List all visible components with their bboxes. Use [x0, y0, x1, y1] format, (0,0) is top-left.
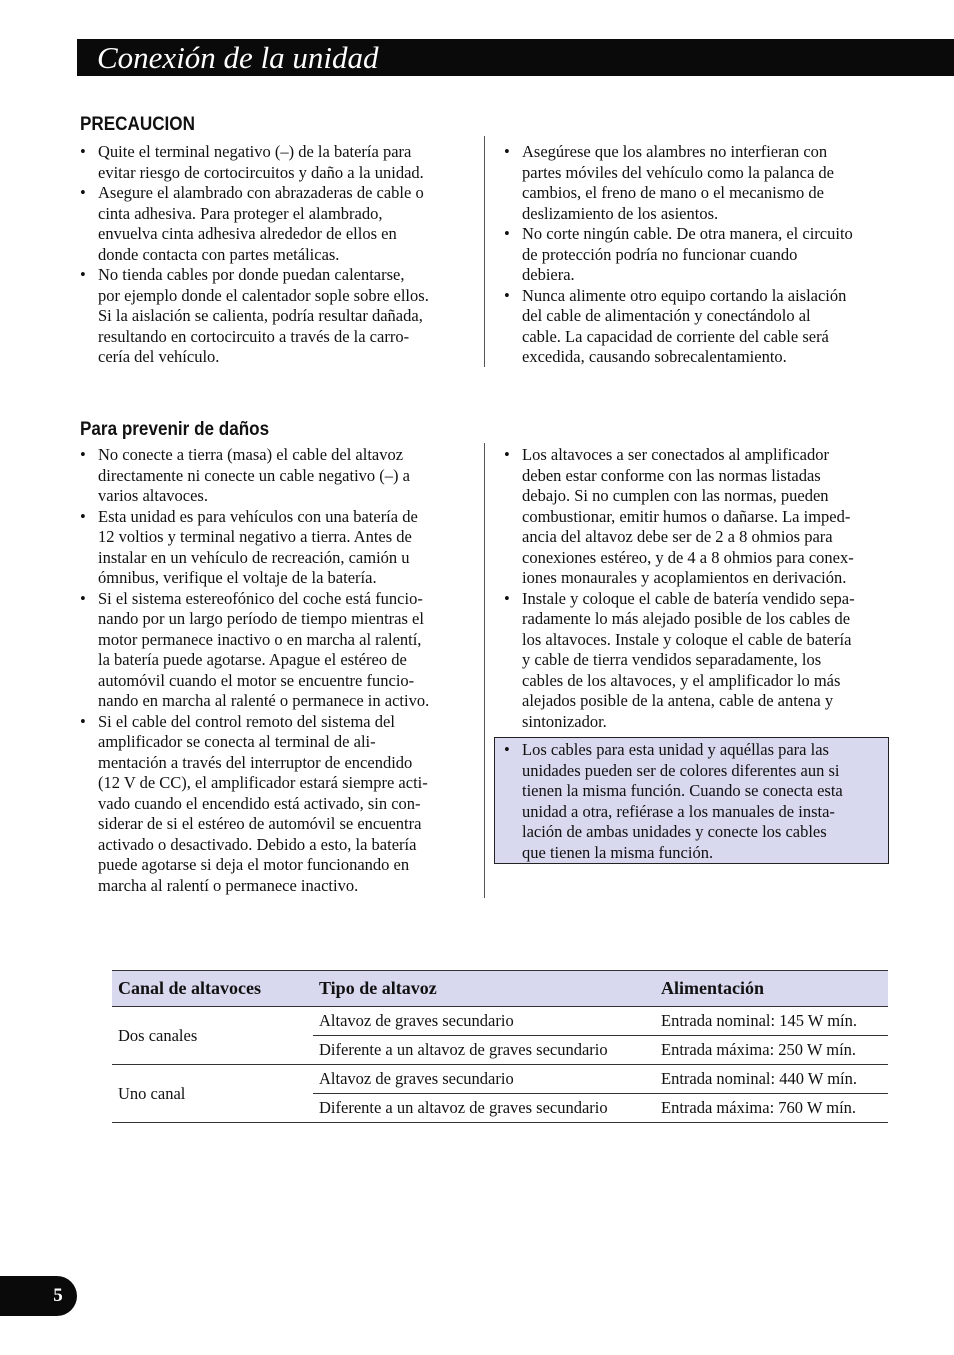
text-line: activado o desactivado. Debido a esto, la batería [98, 834, 417, 854]
precaucion-left-list [80, 142, 429, 368]
text-line: vado cuando el encendido está activado, sin con- [98, 793, 421, 813]
page-number-tab [0, 1276, 77, 1316]
prevenir-left-list [80, 445, 429, 896]
text-line: • No conecte a tierra (masa) el cable del altavoz [98, 445, 404, 464]
text-line: de protección podría no funcionar cuando [522, 244, 798, 264]
channel-cell: Dos canales [112, 1007, 313, 1065]
header-channel: Canal de altavoces [112, 971, 313, 1007]
text-line: partes móviles del vehículo como la palanca de [522, 162, 835, 182]
text-line: y cable de tierra vendidos separadamente, los [522, 650, 822, 669]
text-line: • Asegure el alambrado con abrazaderas de cable o [98, 183, 424, 202]
column-divider [484, 136, 485, 367]
text-line: • Si el cable del control remoto del sistema del [98, 711, 395, 731]
type-cell: Altavoz de graves secundario [313, 1007, 655, 1036]
text-line: puede agotarse si deja el motor funcionando en [98, 855, 410, 874]
text-line: los altavoces. Instale y coloque el cable de batería [522, 629, 852, 649]
prevenir-right-list [504, 445, 855, 732]
precaucion-title: PRECAUCION [80, 114, 195, 135]
header-type: Tipo de altavoz [313, 971, 655, 1007]
text-line: evitar riesgo de cortocircuitos y daño a la unidad. [98, 162, 424, 182]
header-power: Alimentación [655, 971, 888, 1007]
text-line: unidad a otra, refiérase a los manuales de insta- [522, 801, 835, 821]
text-line: del cable de alimentación y conectándolo al [522, 306, 811, 325]
text-line: lación de ambas unidades y conecte los cables [522, 822, 827, 841]
list-item [80, 589, 429, 712]
text-line: • Si el sistema estereofónico del coche está funcio- [98, 588, 423, 608]
list-item [80, 507, 429, 589]
text-line: donde contacta con partes metálicas. [98, 244, 340, 264]
list-item [504, 286, 853, 368]
type-cell: Altavoz de graves secundario [313, 1065, 655, 1094]
text-line: siderar de si el estéreo de automóvil se encuentra [98, 814, 422, 833]
text-line: • Los cables para esta unidad y aquéllas para las [522, 740, 829, 759]
table-header-row [112, 971, 888, 1007]
list-item [80, 712, 429, 897]
list-item [504, 740, 843, 863]
text-line: alejados posible de la antena, cable de antena y [522, 691, 834, 710]
text-line: debajo. Si no cumplen con las normas, pueden [522, 486, 829, 505]
power-cell: Entrada nominal: 440 W mín. [655, 1065, 888, 1094]
text-line: sintonizador. [522, 711, 607, 731]
list-item [80, 445, 429, 507]
text-line: cables de los altavoces, y el amplificador lo más [522, 670, 841, 690]
text-line: combustionar, emitir humos o dañarse. La imped- [522, 506, 851, 526]
type-cell: Diferente a un altavoz de graves secundario [313, 1094, 655, 1123]
text-line: 12 voltios y terminal negativo a tierra. Antes de [98, 527, 412, 546]
text-line: • Instale y coloque el cable de batería vendido sepa- [522, 588, 855, 608]
text-line: (12 V de CC), el amplificador estará siempre acti- [98, 773, 428, 792]
text-line: por ejemplo donde el calentador sople sobre ellos. [98, 285, 429, 305]
text-line: resultando en cortocircuito a través de la carro- [98, 326, 410, 346]
header-bar [77, 39, 954, 76]
text-line: instalar en un vehículo de recreación, camión u [98, 547, 410, 567]
text-line: directamente ni conecte un cable negativo (–) a [98, 465, 410, 485]
power-cell: Entrada máxima: 760 W mín. [655, 1094, 888, 1123]
text-line: Si la aislación se calienta, podría resultar dañada, [98, 306, 423, 325]
text-line: radamente lo más alejado posible de los cables de [522, 609, 851, 628]
text-line: debiera. [522, 265, 575, 284]
text-line: • Nunca alimente otro equipo cortando la aislación [522, 285, 847, 305]
note-list [504, 740, 843, 863]
text-line: envuelva cinta adhesiva alrededor de ellos en [98, 224, 397, 243]
column-divider [484, 443, 485, 898]
text-line: motor permanece inactivo o en marcha al ralentí, [98, 629, 422, 649]
table-row [112, 1007, 888, 1036]
text-line: deslizamiento de los asientos. [522, 203, 719, 223]
text-line: nando en marcha al ralenté o permanece in activo. [98, 691, 430, 710]
text-line: cinta adhesiva. Para proteger el alambrado, [98, 203, 383, 223]
text-line: unidades pueden ser de colores diferentes aun si [522, 760, 840, 780]
text-line: tienen la misma función. Cuando se conecta esta [522, 781, 843, 800]
precaucion-right-list [504, 142, 853, 368]
list-item [80, 142, 429, 183]
list-item [80, 183, 429, 265]
text-line: • Asegúrese que los alambres no interfieran con [522, 142, 828, 161]
text-line: la batería puede agotarse. Apague el estéreo de [98, 650, 407, 669]
channel-cell: Uno canal [112, 1065, 313, 1123]
text-line: • Quite el terminal negativo (–) de la batería para [98, 142, 412, 161]
text-line: nando por un largo período de tiempo mientras el [98, 609, 424, 628]
text-line: iones monaurales y acoplamientos en derivación. [522, 568, 847, 587]
text-line: • No tienda cables por donde puedan calentarse, [98, 265, 405, 284]
speaker-spec-table [112, 970, 888, 1123]
note-box [494, 737, 889, 864]
page-number: 5 [53, 1285, 63, 1306]
list-item [504, 589, 855, 733]
text-line: ancia del altavoz debe ser de 2 a 8 ohmios para [522, 527, 833, 546]
text-line: cería del vehículo. [98, 347, 220, 366]
text-line: cable. La capacidad de corriente del cable será [522, 326, 829, 346]
text-line: conexiones estéreo, y de 4 a 8 ohmios para conex- [522, 547, 854, 567]
text-line: • Esta unidad es para vehículos con una batería de [98, 506, 418, 526]
text-line: deben estar conforme con las normas listadas [522, 465, 821, 485]
text-line: excedida, causando sobrecalentamiento. [522, 347, 787, 366]
text-line: automóvil cuando el motor se encuentre funcio- [98, 670, 415, 690]
table-row [112, 1065, 888, 1094]
type-cell: Diferente a un altavoz de graves secundario [313, 1036, 655, 1065]
prevenir-title: Para prevenir de daños [80, 419, 270, 440]
text-line: marcha al ralentí o permanece inactivo. [98, 875, 359, 895]
list-item [504, 224, 853, 286]
text-line: amplificador se conecta al terminal de ali- [98, 732, 376, 751]
text-line: ómnibus, verifique el voltaje de la batería. [98, 568, 377, 587]
text-line: mentación a través del interruptor de encendido [98, 752, 413, 772]
text-line: que tienen la misma función. [522, 842, 714, 862]
list-item [504, 445, 855, 589]
text-line: • No corte ningún cable. De otra manera, el circuito [522, 224, 853, 243]
text-line: cambios, el freno de mano o el mecanismo de [522, 183, 824, 202]
list-item [80, 265, 429, 368]
list-item [504, 142, 853, 224]
power-cell: Entrada nominal: 145 W mín. [655, 1007, 888, 1036]
power-cell: Entrada máxima: 250 W mín. [655, 1036, 888, 1065]
page-title: Conexión de la unidad [97, 40, 379, 75]
text-line: • Los altavoces a ser conectados al amplificador [522, 445, 829, 464]
text-line: varios altavoces. [98, 486, 208, 505]
